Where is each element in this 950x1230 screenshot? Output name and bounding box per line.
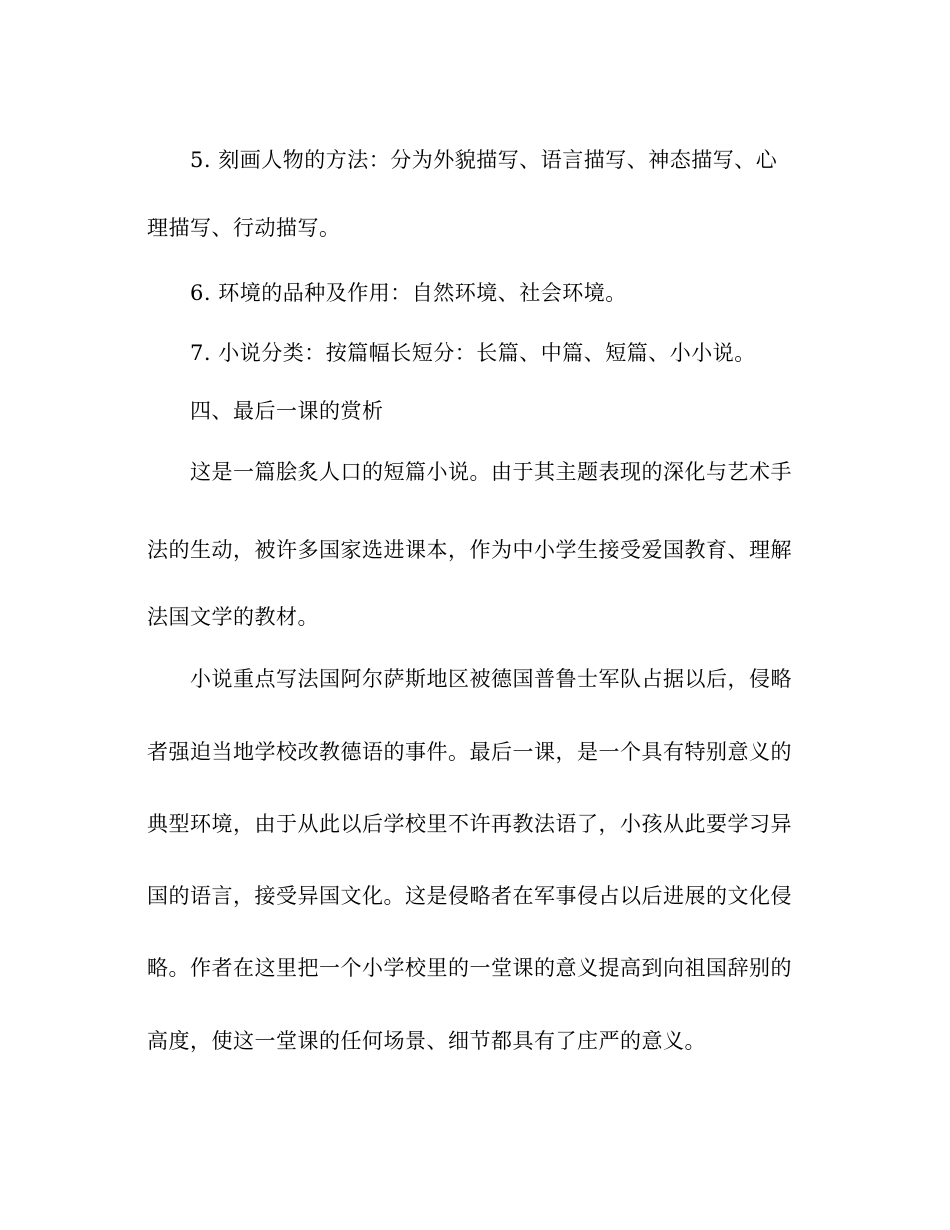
- paragraph-2-line-4: 国的语言，接受异国文化。这是侵略者在军事侵占以后进展的文化侵: [147, 884, 792, 908]
- list-item-5-line-2: 理描写、行动描写。: [147, 216, 341, 240]
- list-item-5-line-1: 5. 刻画人物的方法：分为外貌描写、语言描写、神态描写、心: [190, 148, 778, 172]
- section-heading: 四、最后一课的赏析: [190, 399, 384, 423]
- list-item-6: 6. 环境的品种及作用：自然环境、社会环境。: [190, 281, 627, 305]
- paragraph-1-line-1: 这是一篇脍炙人口的短篇小说。由于其主题表现的深化与艺术手: [190, 460, 792, 484]
- paragraph-2-line-1: 小说重点写法国阿尔萨斯地区被德国普鲁士军队占据以后，侵略: [190, 667, 792, 691]
- paragraph-2-line-3: 典型环境，由于从此以后学校里不许再教法语了，小孩从此要学习异: [147, 812, 792, 836]
- paragraph-2-line-5: 略。作者在这里把一个小学校里的一堂课的意义提高到向祖国辞别的: [147, 956, 792, 980]
- paragraph-1-line-3: 法国文学的教材。: [147, 605, 319, 629]
- paragraph-1-line-2: 法的生动，被许多国家选进课本，作为中小学生接受爱国教育、理解: [147, 538, 792, 562]
- list-item-7: 7. 小说分类：按篇幅长短分：长篇、中篇、短篇、小小说。: [190, 341, 756, 365]
- paragraph-2-line-2: 者强迫当地学校改教德语的事件。最后一课，是一个具有特别意义的: [147, 740, 792, 764]
- paragraph-2-line-6: 高度，使这一堂课的任何场景、细节都具有了庄严的意义。: [147, 1029, 706, 1053]
